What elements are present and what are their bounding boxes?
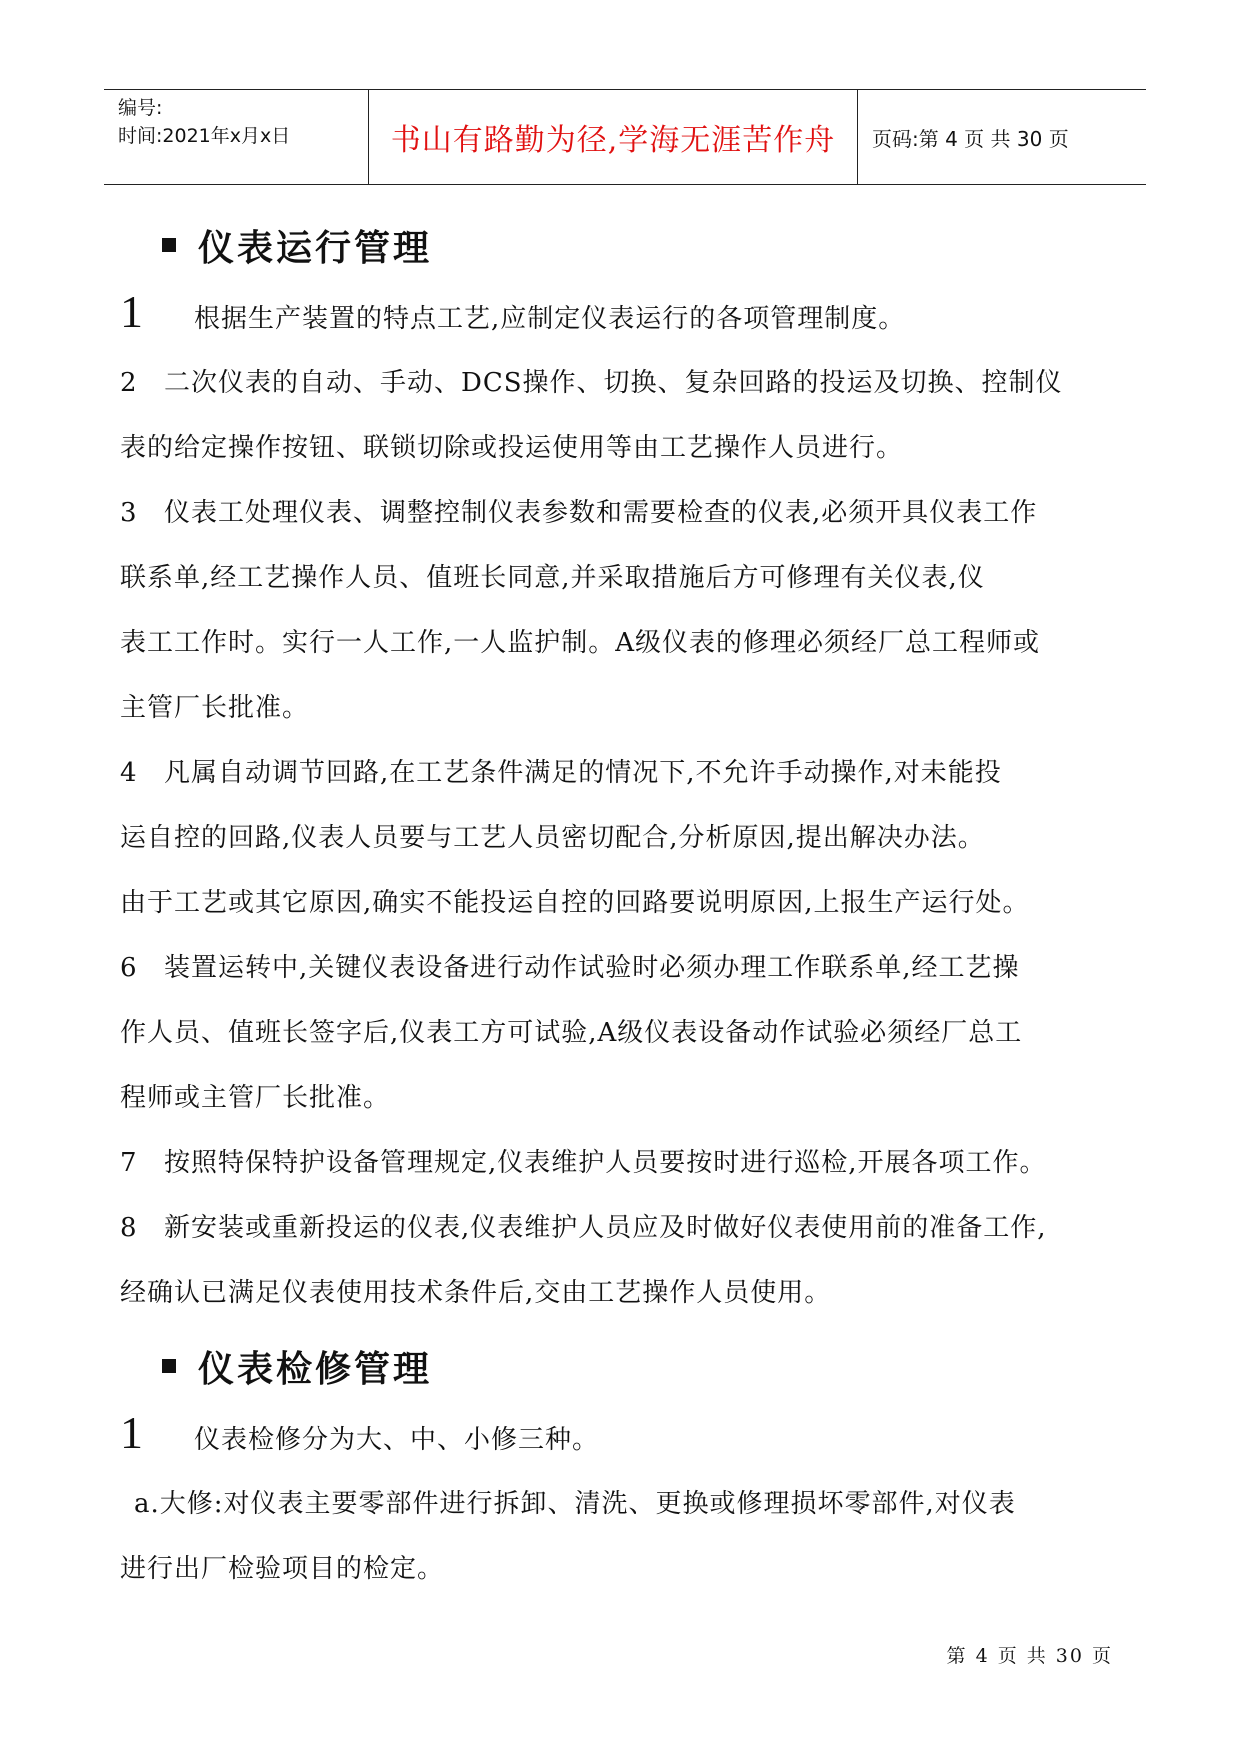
item-text-line: a.大修:对仪表主要零部件进行拆卸、清洗、更换或修理损坏零部件,对仪表: [134, 1489, 1016, 1519]
list-item: [120, 285, 1140, 351]
list-item: [120, 1196, 1140, 1326]
item-text-line: 新安装或重新投运的仪表,仪表维护人员应及时做好仪表使用前的准备工作,: [164, 1213, 1047, 1243]
item-number: 1: [120, 286, 144, 337]
item-number: 1: [120, 1407, 144, 1458]
list-item: [120, 741, 1140, 936]
document-body: [120, 205, 1140, 1602]
section-title: 仪表运行管理: [198, 227, 433, 269]
item-text-line: 仪表工处理仪表、调整控制仪表参数和需要检查的仪表,必须开具仪表工作: [164, 498, 1038, 528]
header-meta-cell: [104, 90, 369, 184]
header-motto: 书山有路勤为径,学海无涯苦作舟: [369, 90, 858, 184]
item-text-line: 程师或主管厂长批准。: [120, 1083, 391, 1113]
item-number: 8: [120, 1213, 138, 1243]
item-number: 6: [120, 953, 138, 983]
list-item: [120, 936, 1140, 1131]
page-footer: 第 4 页 共 30 页: [946, 1645, 1113, 1667]
document-header: [104, 89, 1146, 185]
section-title: 仪表检修管理: [198, 1348, 433, 1390]
item-text: 根据生产装置的特点工艺,应制定仪表运行的各项管理制度。: [194, 304, 906, 334]
item-number: 3: [120, 498, 138, 528]
item-text-line: 联系单,经工艺操作人员、值班长同意,并采取措施后方可修理有关仪表,仪: [120, 563, 985, 593]
item-text: 仪表检修分为大、中、小修三种。: [194, 1425, 600, 1455]
document-number-label: 编号:: [118, 97, 163, 119]
item-text-line: 凡属自动调节回路,在工艺条件满足的情况下,不允许手动操作,对未能投: [164, 758, 1002, 788]
item-number: 7: [120, 1148, 138, 1178]
item-number: 4: [120, 758, 138, 788]
header-page-number: 页码:第 4 页 共 30 页: [872, 126, 1069, 151]
list-item: [120, 1131, 1140, 1196]
square-bullet-icon: [162, 1359, 176, 1373]
item-text-line: 按照特保特护设备管理规定,仪表维护人员要按时进行巡检,开展各项工作。: [164, 1148, 1047, 1178]
item-text-line: 进行出厂检验项目的检定。: [120, 1554, 445, 1584]
document-time-label: 时间:2021年x月x日: [118, 125, 291, 147]
sub-item: [120, 1472, 1140, 1602]
item-text-line: 表工工作时。实行一人工作,一人监护制。A级仪表的修理必须经厂总工程师或: [120, 628, 1041, 658]
item-text-line: 经确认已满足仪表使用技术条件后,交由工艺操作人员使用。: [120, 1278, 832, 1308]
item-text-line: 主管厂长批准。: [120, 693, 310, 723]
square-bullet-icon: [162, 238, 176, 252]
item-text-line: 作人员、值班长签字后,仪表工方可试验,A级仪表设备动作试验必须经厂总工: [120, 1018, 1023, 1048]
item-text-line: 装置运转中,关键仪表设备进行动作试验时必须办理工作联系单,经工艺操: [164, 953, 1020, 983]
section-heading-operation: [162, 205, 1140, 285]
item-number: 2: [120, 368, 138, 398]
item-text-line: 二次仪表的自动、手动、DCS操作、切换、复杂回路的投运及切换、控制仪: [164, 368, 1063, 398]
item-text-line: 由于工艺或其它原因,确实不能投运自控的回路要说明原因,上报生产运行处。: [120, 888, 1030, 918]
list-item: [120, 351, 1140, 481]
item-text-line: 表的给定操作按钮、联锁切除或投运使用等由工艺操作人员进行。: [120, 433, 904, 463]
item-text-line: 运自控的回路,仪表人员要与工艺人员密切配合,分析原因,提出解决办法。: [120, 823, 985, 853]
list-item: [120, 481, 1140, 741]
section-heading-maintenance: [162, 1326, 1140, 1406]
list-item: [120, 1406, 1140, 1472]
